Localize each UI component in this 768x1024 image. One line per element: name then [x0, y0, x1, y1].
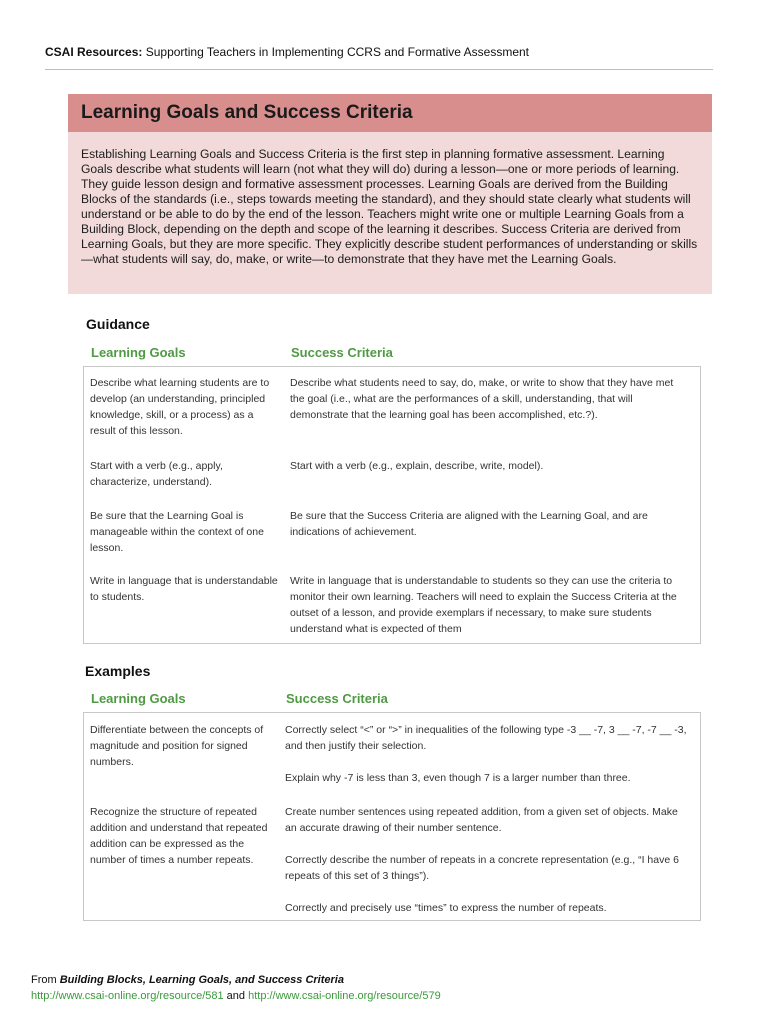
and-label: and — [226, 990, 246, 1002]
example-criteria-cell — [285, 722, 689, 786]
example-criteria-item: Correctly select “<” or “>” in inequalities of the following type -3 __ -7, 3 __ -7, -7 __ -3, and then justify their selection. — [285, 724, 687, 752]
examples-col-criteria: Success Criteria — [286, 691, 388, 706]
resource-581-link[interactable]: http://www.csai-online.org/resource/581 — [31, 990, 224, 1002]
header-divider — [45, 69, 713, 70]
example-criteria-item: Explain why -7 is less than 3, even though 7 is a larger number than three. — [285, 772, 631, 784]
guidance-criteria-cell: Start with a verb (e.g., explain, describe, write, model). — [290, 460, 544, 472]
source-line — [31, 972, 441, 988]
from-label: From — [31, 974, 57, 986]
example-criteria-item: Correctly describe the number of repeats in a concrete representation (e.g., “I have 6 repeats of this set of 3 things”). — [285, 854, 679, 882]
header-label: CSAI Resources: — [45, 45, 143, 59]
examples-heading: Examples — [85, 663, 151, 679]
guidance-goal-cell: Start with a verb (e.g., apply, characterize, understand). — [90, 460, 223, 488]
intro-panel — [68, 94, 712, 294]
header-subtitle: Supporting Teachers in Implementing CCRS and Formative Assessment — [145, 45, 530, 59]
examples-table — [83, 712, 701, 921]
guidance-goal-cell: Write in language that is understandable to students. — [90, 575, 278, 603]
resource-579-link[interactable]: http://www.csai-online.org/resource/579 — [248, 990, 441, 1002]
guidance-heading: Guidance — [86, 316, 150, 332]
example-goal-cell: Differentiate between the concepts of magnitude and position for signed numbers. — [90, 724, 264, 768]
page-header — [45, 45, 529, 59]
example-criteria-cell — [285, 804, 689, 916]
source-footer — [31, 972, 441, 1004]
guidance-table — [83, 366, 701, 644]
example-criteria-item: Create number sentences using repeated addition, from a given set of objects. Make an accurate drawing of their number sentence. — [285, 806, 678, 834]
example-goal-cell: Recognize the structure of repeated addition and understand that repeated addition can be expressed as the number of times a number repeats. — [90, 806, 268, 866]
guidance-criteria-cell: Write in language that is understandable to students so they can use the criteria to monitor their own learning. Teachers will need to explain the Success Criteria at the outset of a lesson, and provide exemplars if necessary, to make sure students understand what is expected of them — [290, 575, 677, 635]
source-title: Building Blocks, Learning Goals, and Success Criteria — [59, 974, 344, 986]
examples-col-goals: Learning Goals — [91, 691, 186, 706]
guidance-col-goals: Learning Goals — [91, 345, 186, 360]
guidance-criteria-cell: Be sure that the Success Criteria are aligned with the Learning Goal, and are indications of achievement. — [290, 510, 648, 538]
example-criteria-item: Correctly and precisely use “times” to express the number of repeats. — [285, 902, 607, 914]
guidance-goal-cell: Be sure that the Learning Goal is manageable within the context of one lesson. — [90, 510, 264, 554]
guidance-goal-cell: Describe what learning students are to develop (an understanding, principled knowledge, skill, or a process) as a result of this lesson. — [90, 377, 270, 437]
links-line — [31, 988, 441, 1004]
guidance-col-criteria: Success Criteria — [291, 345, 393, 360]
guidance-criteria-cell: Describe what students need to say, do, make, or write to show that they have met the goal (i.e., what are the performances of a skill, understanding, that will demonstrate that the learning goal has been accomplished, etc.?). — [290, 377, 674, 421]
panel-body: Establishing Learning Goals and Success Criteria is the first step in planning formative assessment. Learning Goals describe what students will learn (not what they will do) during a lesson—one or more periods of learning. They guide lesson design and formative assessment processes. Learning Goals are derived from the Building Blocks of the standards (i.e., steps towards meeting the standard), and they should state clearly what students will understand or be able to do by the end of the lesson. Teachers might write one or multiple Learning Goals from a Building Block, depending on the depth and scope of the learning it describes. Success Criteria are derived from Learning Goals, but they are more specific. They explicitly describe student performances of understanding or skills—what students will say, do, make, or write—to demonstrate that they have met the Learning Goals. — [81, 147, 698, 266]
panel-title: Learning Goals and Success Criteria — [68, 94, 712, 132]
